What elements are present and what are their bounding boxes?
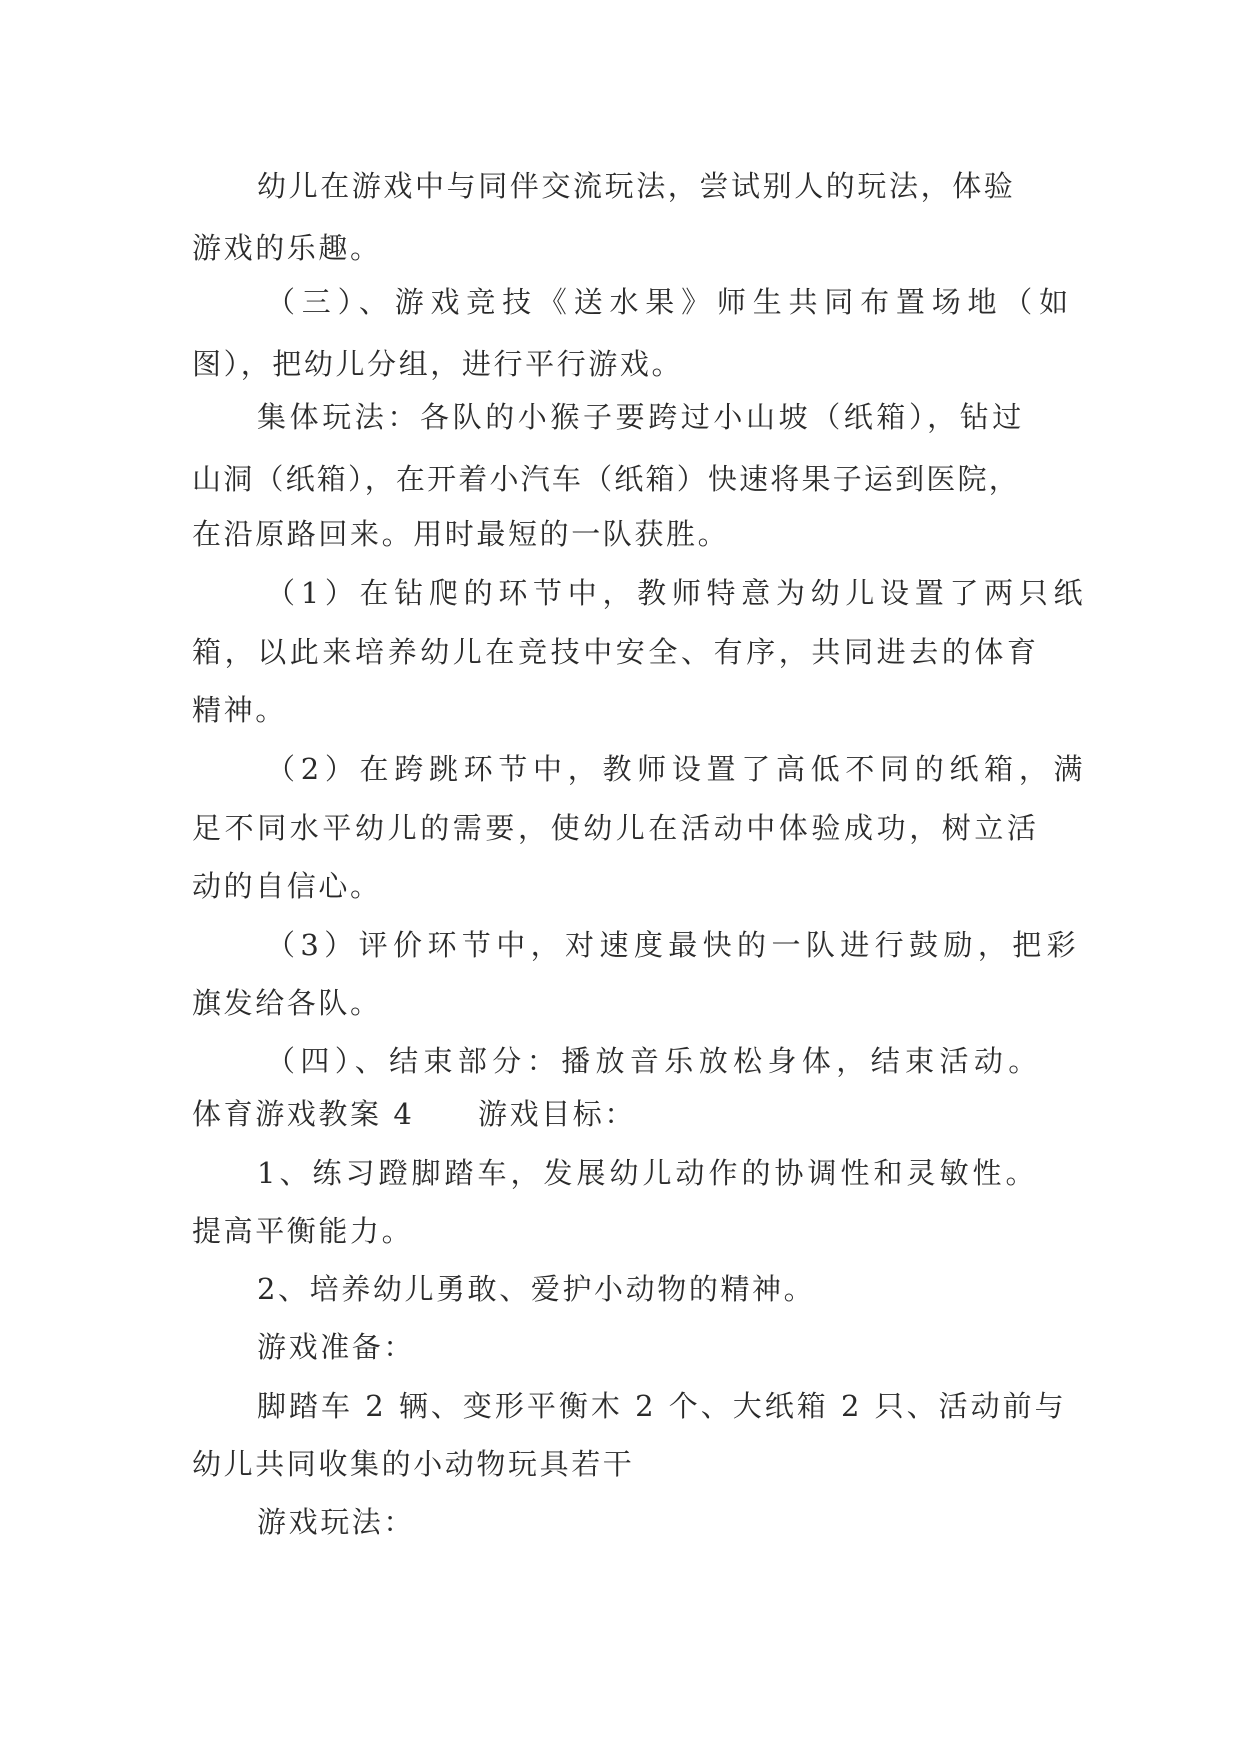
list-item-line: （3）评价环节中，对速度最快的一队进行鼓励，把彩 bbox=[266, 928, 1082, 962]
paragraph-line: 幼儿共同收集的小动物玩具若干 bbox=[192, 1447, 635, 1481]
list-item-line: （2）在跨跳环节中，教师设置了高低不同的纸箱，满 bbox=[266, 752, 1089, 786]
document-title: 体育游戏教案 4 bbox=[192, 1097, 415, 1131]
paragraph-line: 图），把幼儿分组，进行平行游戏。 bbox=[192, 347, 684, 381]
paragraph-line: 精神。 bbox=[192, 693, 287, 727]
paragraph-line: 在沿原路回来。用时最短的一队获胜。 bbox=[192, 517, 730, 551]
list-item-line: （1）在钻爬的环节中，教师特意为幼儿设置了两只纸 bbox=[266, 576, 1089, 610]
list-item-line: 1、练习蹬脚踏车，发展幼儿动作的协调性和灵敏性。 bbox=[257, 1156, 1039, 1190]
paragraph-line: 动的自信心。 bbox=[192, 869, 382, 903]
section-heading-line: （三）、游戏竞技《送水果》师生共同布置场地（如 bbox=[266, 285, 1075, 319]
paragraph-line: 提高平衡能力。 bbox=[192, 1214, 414, 1248]
list-item-line: 2、培养幼儿勇敢、爱护小动物的精神。 bbox=[257, 1272, 816, 1306]
section-heading-line: （四）、结束部分：播放音乐放松身体，结束活动。 bbox=[266, 1044, 1043, 1078]
section-heading-game-preparation: 游戏准备： bbox=[257, 1330, 416, 1364]
paragraph-line: 脚踏车 2 辆、变形平衡木 2 个、大纸箱 2 只、活动前与 bbox=[257, 1389, 1067, 1423]
paragraph-line: 山洞（纸箱），在开着小汽车（纸箱）快速将果子运到医院， bbox=[192, 462, 1020, 496]
paragraph-line: 箱，以此来培养幼儿在竞技中安全、有序，共同进去的体育 bbox=[192, 635, 1040, 669]
paragraph-line: 游戏的乐趣。 bbox=[192, 231, 382, 265]
paragraph-line: 幼儿在游戏中与同伴交流玩法，尝试别人的玩法，体验 bbox=[257, 169, 1016, 203]
section-heading-game-rules: 游戏玩法： bbox=[257, 1505, 416, 1539]
paragraph-line: 足不同水平幼儿的需要，使幼儿在活动中体验成功，树立活 bbox=[192, 811, 1040, 845]
paragraph-line: 集体玩法：各队的小猴子要跨过小山坡（纸箱），钻过 bbox=[257, 400, 1025, 434]
section-heading-game-goals: 游戏目标： bbox=[478, 1097, 637, 1131]
paragraph-line: 旗发给各队。 bbox=[192, 986, 382, 1020]
